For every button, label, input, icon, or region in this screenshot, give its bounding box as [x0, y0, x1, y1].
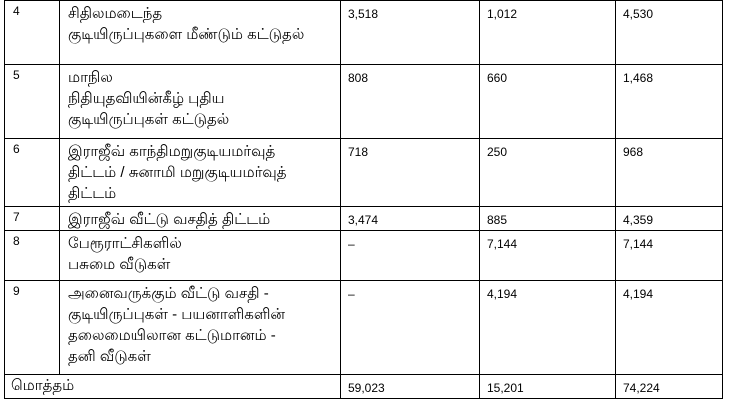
value-col-3: 4,530 — [616, 1, 723, 65]
table-row — [5, 231, 723, 281]
value-col-2: 660 — [480, 65, 616, 139]
value-col-1: – — [341, 281, 480, 375]
row-number: 4 — [5, 1, 60, 65]
table-row — [5, 139, 723, 207]
total-col-2: 15,201 — [480, 375, 616, 399]
total-col-3: 74,224 — [616, 375, 723, 399]
housing-schemes-table — [4, 0, 723, 399]
row-number: 9 — [5, 281, 60, 375]
value-col-1: 3,518 — [341, 1, 480, 65]
row-number: 7 — [5, 207, 60, 231]
value-col-2: 4,194 — [480, 281, 616, 375]
total-row — [5, 375, 723, 399]
row-number: 5 — [5, 65, 60, 139]
value-col-3: 1,468 — [616, 65, 723, 139]
row-number: 8 — [5, 231, 60, 281]
table-row — [5, 1, 723, 65]
scheme-description: அனைவருக்கும் வீட்டு வசதி - குடியிருப்புகள் - பயனாளிகளின் தலைமையிலான கட்டுமானம் - தனி வீடுகள் — [60, 281, 341, 375]
value-col-1: – — [341, 231, 480, 281]
scheme-description: சிதிலமடைந்த குடியிருப்புகளை மீண்டும் கட்டுதல் — [60, 1, 341, 65]
scheme-description: இராஜீவ் வீட்டு வசதித் திட்டம் — [60, 207, 341, 231]
table-row — [5, 65, 723, 139]
scheme-description: மாநில நிதியுதவியின்கீழ் புதிய குடியிருப்புகள் கட்டுதல் — [60, 65, 341, 139]
value-col-3: 7,144 — [616, 231, 723, 281]
value-col-2: 1,012 — [480, 1, 616, 65]
value-col-1: 3,474 — [341, 207, 480, 231]
scheme-description: பேரூராட்சிகளில் பசுமை வீடுகள் — [60, 231, 341, 281]
value-col-1: 718 — [341, 139, 480, 207]
table-body — [5, 1, 723, 399]
value-col-2: 250 — [480, 139, 616, 207]
value-col-2: 7,144 — [480, 231, 616, 281]
table-row — [5, 207, 723, 231]
row-number: 6 — [5, 139, 60, 207]
value-col-3: 968 — [616, 139, 723, 207]
value-col-2: 885 — [480, 207, 616, 231]
value-col-1: 808 — [341, 65, 480, 139]
table-row — [5, 281, 723, 375]
value-col-3: 4,359 — [616, 207, 723, 231]
scheme-description: இராஜீவ் காந்திமறுகுடியமர்வுத் திட்டம் / சுனாமி மறுகுடியமர்வுத் திட்டம் — [60, 139, 341, 207]
total-label: மொத்தம் — [5, 375, 341, 399]
total-col-1: 59,023 — [341, 375, 480, 399]
value-col-3: 4,194 — [616, 281, 723, 375]
